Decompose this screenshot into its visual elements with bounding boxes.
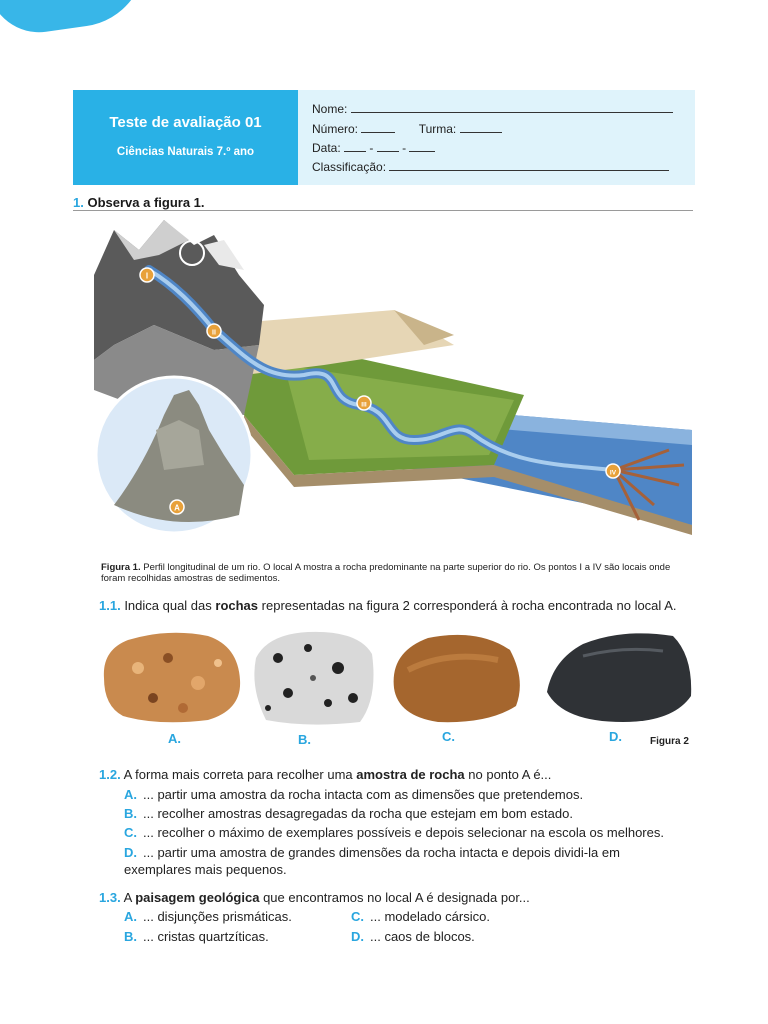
- caption-text: Perfil longitudinal de um rio. O local A mostra a rocha predominante na parte superior do rio. Os pontos I a IV são locais onde foram recolhidas amostras de sedimentos.: [101, 562, 671, 584]
- option-letter: B.: [124, 929, 137, 944]
- rock-label-b: B.: [298, 732, 311, 747]
- rock-label-c: C.: [442, 729, 455, 744]
- option-letter: C.: [124, 825, 137, 840]
- point-marker-i: [140, 268, 154, 282]
- option-letter: D.: [351, 929, 364, 944]
- option-1-2-c[interactable]: [124, 824, 664, 841]
- question-text-part: representadas na figura 2 corresponderá à rocha encontrada no local A.: [261, 598, 677, 613]
- rock-a-image: [98, 628, 244, 726]
- class-label: Turma:: [418, 122, 457, 136]
- question-number: 1.2.: [99, 767, 121, 782]
- question-text-part: A: [123, 890, 132, 905]
- option-text: ... recolher amostras desagregadas da rocha que estejam em bom estado.: [143, 806, 573, 821]
- question-text-part: no ponto A é...: [468, 767, 552, 782]
- rock-b-image: [248, 628, 378, 728]
- option-text: ... modelado cársico.: [370, 909, 490, 924]
- local-label-a: A: [174, 503, 180, 513]
- option-letter: B.: [124, 806, 137, 821]
- name-field[interactable]: [351, 102, 673, 113]
- date-month-field[interactable]: [377, 141, 399, 152]
- number-row: [312, 122, 502, 136]
- grade-field[interactable]: [389, 160, 669, 171]
- question-1-2: [99, 767, 551, 782]
- question-text-part: Indica qual das: [124, 598, 212, 613]
- question-number: 1.1.: [99, 598, 121, 613]
- caption-title: Figura 1.: [101, 562, 141, 573]
- rock-label-a: A.: [168, 731, 181, 746]
- number-label: Número:: [312, 122, 359, 136]
- option-text: ... partir uma amostra de grandes dimensões da rocha intacta e depois dividi-la em: [143, 845, 620, 860]
- point-marker-iii: [357, 396, 371, 410]
- question-text-part: A forma mais correta para recolher uma: [123, 767, 353, 782]
- river-profile-illustration: [94, 215, 694, 545]
- question-number: 1.3.: [99, 890, 121, 905]
- question-text-part: que encontramos no local A é designada por...: [263, 890, 530, 905]
- number-field[interactable]: [361, 122, 395, 133]
- grade-row: [312, 160, 669, 174]
- test-header: [73, 90, 695, 185]
- option-letter: D.: [124, 845, 137, 860]
- option-1-3-d[interactable]: [351, 928, 475, 945]
- point-marker-iv: [606, 464, 620, 478]
- class-field[interactable]: [460, 122, 502, 133]
- option-1-3-c[interactable]: [351, 908, 490, 925]
- option-text: ... disjunções prismáticas.: [143, 909, 292, 924]
- option-1-3-a[interactable]: [124, 908, 292, 925]
- test-title: Teste de avaliação 01: [109, 114, 262, 131]
- date-row: [312, 141, 435, 155]
- point-marker-ii: [207, 324, 221, 338]
- option-1-2-d-continued: exemplares mais pequenos.: [124, 862, 287, 877]
- question-text: Observa a figura 1.: [87, 195, 205, 210]
- option-letter: C.: [351, 909, 364, 924]
- rock-c-image: [388, 630, 526, 725]
- date-day-field[interactable]: [344, 141, 366, 152]
- option-text: ... caos de blocos.: [370, 929, 475, 944]
- question-keyword: rochas: [215, 598, 259, 613]
- point-label-iii: III: [361, 401, 367, 409]
- question-1: [73, 195, 205, 210]
- date-separator: -: [402, 141, 407, 155]
- option-letter: A.: [124, 787, 137, 802]
- date-separator: -: [369, 141, 374, 155]
- rock-d-image: [543, 626, 695, 726]
- test-subtitle: Ciências Naturais 7.º ano: [116, 146, 255, 158]
- name-label: Nome:: [312, 102, 348, 116]
- figure-2-caption: Figura 2: [650, 736, 689, 747]
- option-text: ... cristas quartzíticas.: [143, 929, 269, 944]
- question-keyword: amostra de rocha: [356, 767, 465, 782]
- point-label-i: I: [145, 271, 149, 281]
- option-1-3-b[interactable]: [124, 928, 269, 945]
- header-title-box: [73, 90, 298, 185]
- point-label-ii: II: [212, 329, 216, 337]
- option-text: ... partir uma amostra da rocha intacta com as dimensões que pretendemos.: [143, 787, 584, 802]
- figure-1-caption: [101, 562, 691, 584]
- question-number: 1.: [73, 195, 84, 210]
- question-keyword: paisagem geológica: [135, 890, 260, 905]
- question-1-1: [99, 598, 676, 613]
- option-text: ... recolher o máximo de exemplares possíveis e depois selecionar na escola os melhores.: [143, 825, 664, 840]
- option-1-2-b[interactable]: [124, 805, 573, 822]
- question-1-3: [99, 890, 530, 905]
- date-label: Data:: [312, 141, 341, 155]
- date-year-field[interactable]: [409, 141, 435, 152]
- divider: [73, 210, 693, 211]
- option-1-2-d[interactable]: [124, 844, 620, 861]
- grade-label: Classificação:: [312, 160, 387, 174]
- point-label-iv: IV: [609, 469, 617, 477]
- rock-label-d: D.: [609, 729, 622, 744]
- option-1-2-a[interactable]: [124, 786, 583, 803]
- local-marker-a: [170, 500, 184, 514]
- decorative-blob: [0, 0, 154, 39]
- option-letter: A.: [124, 909, 137, 924]
- student-info-form: [298, 90, 695, 185]
- name-row: [312, 102, 673, 116]
